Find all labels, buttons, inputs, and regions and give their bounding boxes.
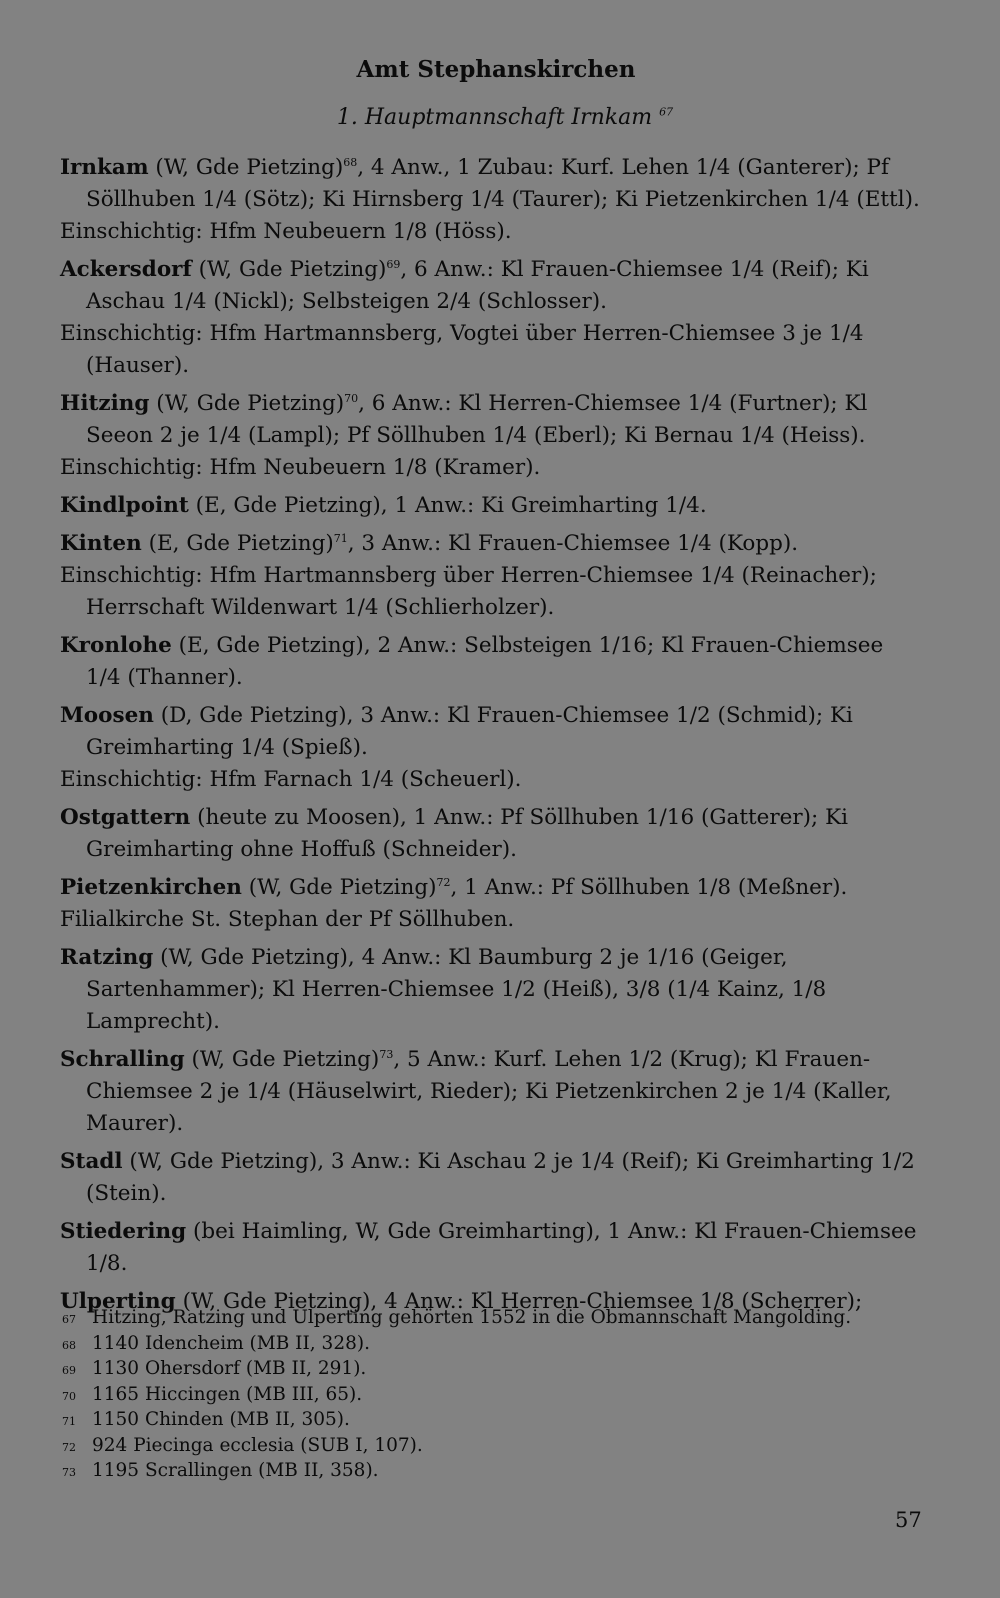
entry-name: Kinten — [60, 531, 142, 556]
footnote-number: 73 — [62, 1466, 76, 1479]
entry-location: (W, Gde Pietzing) — [175, 1289, 371, 1314]
entry-extra: Filialkirche St. Stephan der Pf Söllhuben. — [60, 907, 515, 932]
entry — [60, 700, 920, 796]
entry-footnote-ref: 70 — [344, 391, 359, 405]
entry-location: (W, Gde Pietzing) — [191, 257, 387, 282]
page-number: 57 — [895, 1508, 922, 1532]
footnote — [62, 1408, 922, 1434]
entry-name: Hitzing — [60, 391, 150, 416]
entry-text: , 1 Anw.: Ki Greimharting 1/4. — [380, 493, 707, 518]
entry-footnote-ref: 71 — [333, 531, 348, 545]
footnote-number: 70 — [62, 1389, 76, 1403]
entry-footnote-ref: 73 — [379, 1047, 394, 1061]
entry — [60, 490, 920, 522]
entry-extra: Einschichtig: Hfm Neubeuern 1/8 (Kramer). — [60, 455, 541, 480]
entry-name: Ackersdorf — [60, 257, 192, 282]
page-body — [60, 50, 920, 1324]
entry-extra: Einschichtig: Hfm Farnach 1/4 (Scheuerl). — [60, 767, 522, 792]
entry-location: (W, Gde Pietzing) — [122, 1149, 318, 1174]
entry-name: Ulperting — [60, 1289, 176, 1314]
entry-text: , 4 Anw.: Kl Herren-Chiemsee 1/8 (Scherrer); — [370, 1289, 863, 1314]
entry-name: Schralling — [60, 1047, 185, 1072]
footnote-text: 924 Piecinga ecclesia (SUB I, 107). — [92, 1434, 423, 1456]
footnote-text: Hitzing, Ratzing und Ulperting gehörten 1552 in die Obmannschaft Mangolding. — [92, 1307, 852, 1328]
footnote-text: 1150 Chinden (MB II, 305). — [92, 1409, 350, 1430]
entry-location: (W, Gde Pietzing) — [148, 155, 344, 180]
entry-text: , 3 Anw.: Kl Frauen-Chiemsee 1/4 (Kopp). — [347, 531, 799, 556]
entry — [60, 1216, 920, 1280]
subheader-text: 1. Hauptmannschaft Irnkam — [336, 105, 653, 130]
footnote — [62, 1434, 922, 1460]
entry-extra: Einschichtig: Hfm Hartmannsberg über Herren-Chiemsee 1/4 (Reinacher); Herrschaft Wildenwart 1/4 (Schlierholzer). — [60, 563, 877, 620]
entry-location: (bei Haimling, W, Gde Greimharting) — [186, 1219, 594, 1244]
entry-location: (D, Gde Pietzing) — [153, 703, 347, 728]
entry — [60, 388, 920, 484]
entry-text: , 1 Anw.: Kl Frauen-Chiemsee 1/8. — [86, 1219, 917, 1276]
footnote — [62, 1383, 922, 1409]
entry-name: Stadl — [60, 1149, 123, 1174]
entry-location: (W, Gde Pietzing) — [241, 875, 437, 900]
entry-location: (E, Gde Pietzing) — [188, 493, 381, 518]
entry — [60, 630, 920, 694]
footnote-number: 72 — [62, 1440, 76, 1454]
entry-extra: Einschichtig: Hfm Neubeuern 1/8 (Höss). — [60, 219, 512, 244]
entry-text: , 4 Anw.: Kl Baumburg 2 je 1/16 (Geiger, Sartenhammer); Kl Herren-Chiemsee 1/2 (Heiß), 3/8 (1/4 Kainz, 1/8 Lamprecht). — [86, 945, 827, 1034]
footnote — [62, 1459, 922, 1485]
entry-text: , 4 Anw., 1 Zubau: Kurf. Lehen 1/4 (Ganterer); Pf Söllhuben 1/4 (Sötz); Ki Hirnsberg 1/4 (Taurer); Ki Pietzenkirchen 1/4 (Ettl). — [86, 155, 920, 212]
footnote-text: 1165 Hiccingen (MB III, 65). — [92, 1383, 363, 1405]
entry — [60, 942, 920, 1038]
entry-name: Moosen — [60, 703, 154, 728]
section-header: Amt Stephanskirchen — [356, 56, 636, 83]
footnote-number: 69 — [62, 1364, 76, 1377]
entry-text: , 1 Anw.: Pf Söllhuben 1/16 (Gatterer); Ki Greimharting ohne Hoffuß (Schneider). — [86, 805, 849, 862]
entry-location: (heute zu Moosen) — [190, 805, 400, 830]
entries-list — [60, 152, 920, 1318]
entry — [60, 528, 920, 624]
entry — [60, 872, 920, 936]
entry-location: (W, Gde Pietzing) — [149, 391, 345, 416]
entry-text: , 2 Anw.: Selbsteigen 1/16; Kl Frauen-Chiemsee 1/4 (Thanner). — [86, 633, 884, 690]
entry — [60, 1146, 920, 1210]
entry-text: , 1 Anw.: Pf Söllhuben 1/8 (Meßner). — [450, 875, 848, 900]
entry-name: Kindlpoint — [60, 493, 189, 518]
entry-location: (E, Gde Pietzing) — [171, 633, 364, 658]
entry-name: Irnkam — [60, 155, 149, 180]
entry-location: (E, Gde Pietzing) — [141, 531, 334, 556]
entry-text: , 5 Anw.: Kurf. Lehen 1/2 (Krug); Kl Frauen-Chiemsee 2 je 1/4 (Häuselwirt, Rieder); Ki Pietzenkirchen 2 je 1/4 (Kaller, Maurer). — [86, 1047, 892, 1136]
entry-name: Kronlohe — [60, 633, 172, 658]
entry-name: Ratzing — [60, 945, 154, 970]
entry — [60, 152, 920, 248]
entry-extra: Einschichtig: Hfm Hartmannsberg, Vogtei über Herren-Chiemsee 3 je 1/4 (Hauser). — [60, 321, 864, 378]
entry-text: , 3 Anw.: Kl Frauen-Chiemsee 1/2 (Schmid); Ki Greimharting 1/4 (Spieß). — [86, 703, 853, 760]
footnote-number: 71 — [62, 1415, 76, 1428]
entry-text: , 3 Anw.: Ki Aschau 2 je 1/4 (Reif); Ki Greimharting 1/2 (Stein). — [86, 1149, 915, 1206]
footnote — [62, 1332, 922, 1358]
footnote-text: 1130 Ohersdorf (MB II, 291). — [92, 1358, 367, 1379]
footnote-text: 1140 Idencheim (MB II, 328). — [92, 1332, 370, 1354]
section-subheader — [90, 105, 920, 130]
entry — [60, 802, 920, 866]
subheader-note: 67 — [659, 105, 674, 119]
entry-location: (W, Gde Pietzing) — [184, 1047, 380, 1072]
entry-footnote-ref: 68 — [343, 155, 358, 169]
entry-text: , 6 Anw.: Kl Frauen-Chiemsee 1/4 (Reif); Ki Aschau 1/4 (Nickl); Selbsteigen 2/4 (Schlosser). — [86, 257, 869, 314]
footnote-number: 67 — [62, 1313, 76, 1326]
footnote-text: 1195 Scrallingen (MB II, 358). — [92, 1460, 379, 1481]
entry-text: , 6 Anw.: Kl Herren-Chiemsee 1/4 (Furtner); Kl Seeon 2 je 1/4 (Lampl); Pf Söllhuben 1/4 (Eberl); Ki Bernau 1/4 (Heiss). — [86, 391, 868, 448]
entry-location: (W, Gde Pietzing) — [153, 945, 348, 970]
footnote — [62, 1357, 922, 1383]
entry-name: Pietzenkirchen — [60, 875, 242, 900]
footnotes — [62, 1306, 922, 1485]
entry — [60, 1044, 920, 1140]
entry-name: Stiedering — [60, 1219, 187, 1244]
entry-footnote-ref: 69 — [386, 257, 401, 271]
entry-footnote-ref: 72 — [436, 875, 451, 889]
footnote — [62, 1306, 922, 1332]
entry-name: Ostgattern — [60, 805, 191, 830]
entry — [60, 254, 920, 382]
footnote-number: 68 — [62, 1338, 76, 1352]
